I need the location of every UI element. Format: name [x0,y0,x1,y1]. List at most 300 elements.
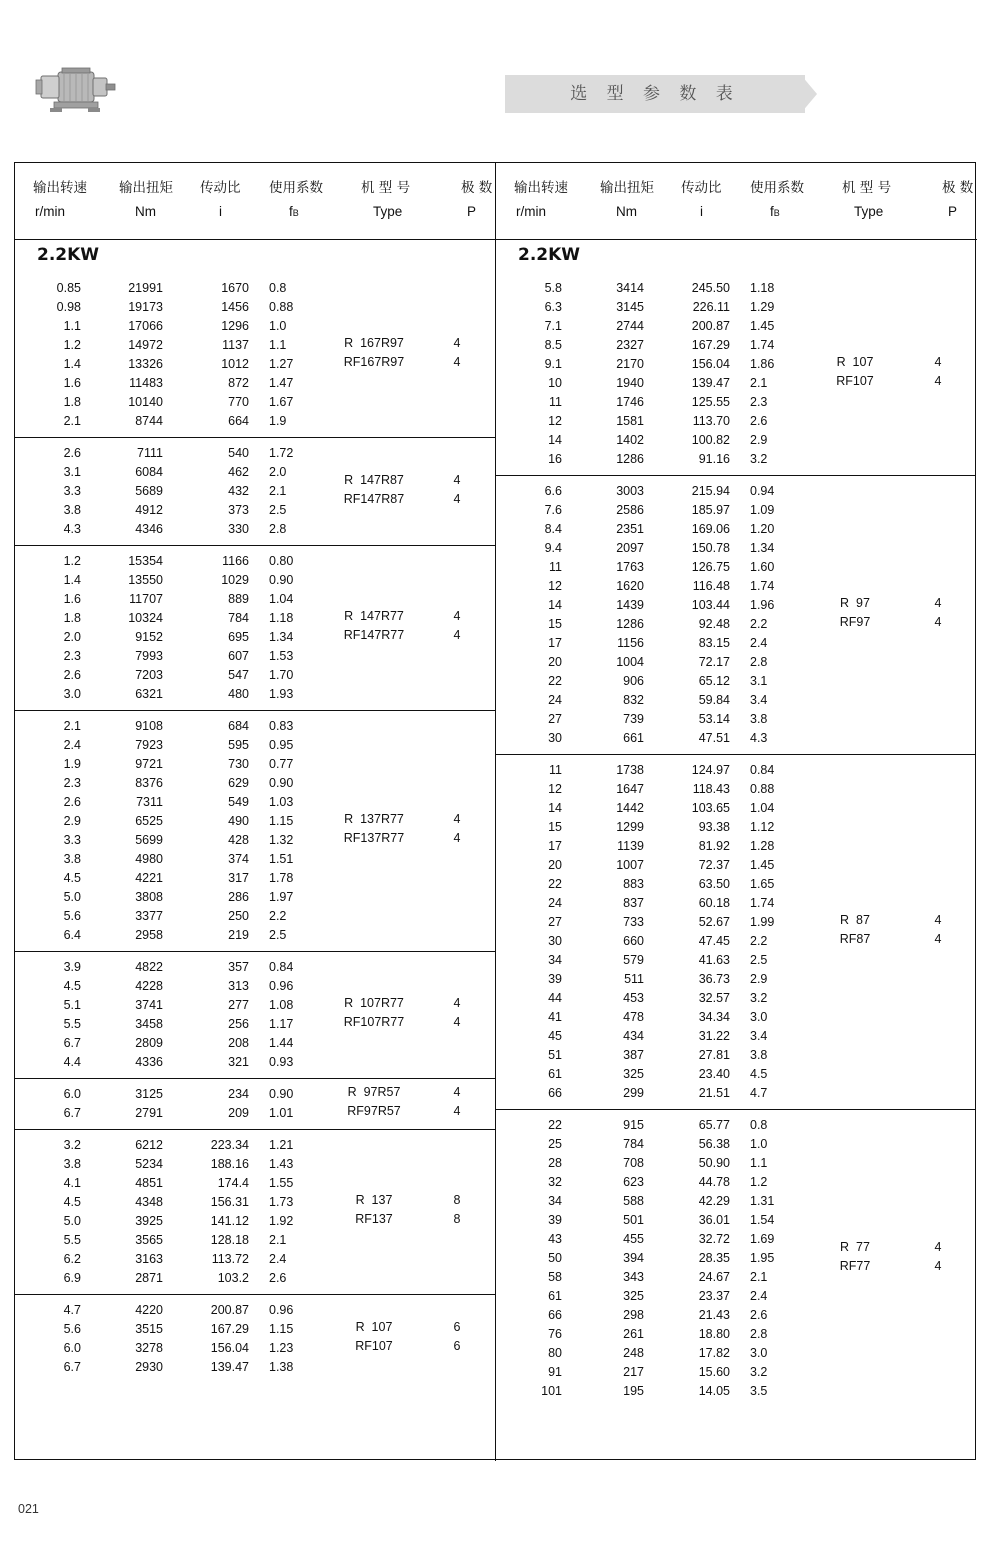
cell-output-torque: 17066 [128,319,163,333]
cell-service-factor: 2.1 [750,376,768,390]
cell-output-speed: 44 [548,991,562,1005]
cell-service-factor: 1.09 [750,503,775,517]
cell-service-factor: 3.0 [750,1010,768,1024]
model-group [15,1079,495,1130]
cell-service-factor: 2.9 [750,972,768,986]
cell-output-torque: 1940 [616,376,644,390]
cell-output-speed: 8.4 [544,522,562,536]
model-group [15,1295,495,1383]
cell-service-factor: 1.44 [269,1036,294,1050]
cell-output-speed: 6.7 [63,1360,81,1374]
cell-output-speed: 51 [548,1048,562,1062]
cell-service-factor: 2.1 [269,484,287,498]
cell-ratio: 1137 [222,338,249,352]
cell-output-speed: 20 [548,858,562,872]
cell-ratio: 664 [228,414,249,428]
model-type-block [796,476,976,754]
cell-output-torque: 1439 [616,598,644,612]
cell-output-speed: 17 [548,839,562,853]
cell-output-torque: 248 [623,1346,644,1360]
cell-ratio: 18.80 [698,1327,730,1341]
cell-service-factor: 2.4 [750,1289,768,1303]
cell-service-factor: 1.38 [269,1360,294,1374]
cell-output-speed: 41 [548,1010,562,1024]
cell-output-speed: 27 [548,915,562,929]
cell-output-torque: 14972 [128,338,163,352]
cell-service-factor: 2.0 [269,465,287,479]
cell-output-torque: 3145 [616,300,644,314]
pole-count: 4 [453,1104,461,1118]
cell-output-torque: 455 [623,1232,644,1246]
cell-output-speed: 6.3 [544,300,562,314]
cell-ratio: 65.77 [698,1118,730,1132]
model-type-block [315,1130,495,1294]
column-title: 传动比 [681,180,722,196]
cell-output-speed: 2.3 [63,649,81,663]
cell-service-factor: 0.95 [269,738,294,752]
cell-ratio: 150.78 [691,541,730,555]
cell-ratio: 1029 [221,573,249,587]
cell-output-speed: 6.0 [63,1341,81,1355]
cell-output-speed: 17 [548,636,562,650]
cell-service-factor: 2.1 [269,1233,287,1247]
cell-output-speed: 25 [548,1137,562,1151]
cell-ratio: 139.47 [691,376,730,390]
column-unit: P [948,204,958,219]
page-header [0,0,990,140]
cell-ratio: 17.82 [698,1346,730,1360]
cell-service-factor: 3.2 [750,991,768,1005]
cell-output-speed: 61 [548,1067,562,1081]
cell-output-speed: 30 [548,731,562,745]
cell-output-torque: 13550 [128,573,163,587]
model-type-block [315,1079,495,1129]
cell-output-speed: 3.0 [63,687,81,701]
pole-count: 8 [453,1212,461,1226]
column-unit: Type [854,204,884,219]
cell-ratio: 1456 [221,300,249,314]
model-type-name: R 107 [836,355,874,369]
cell-ratio: 141.12 [210,1214,249,1228]
cell-ratio: 200.87 [210,1303,249,1317]
cell-service-factor: 1.96 [750,598,775,612]
cell-output-speed: 11 [549,560,562,574]
pole-count: 6 [453,1339,461,1353]
cell-output-torque: 4220 [135,1303,163,1317]
cell-ratio: 65.12 [698,674,730,688]
cell-ratio: 540 [228,446,249,460]
cell-ratio: 226.11 [692,300,730,314]
cell-ratio: 72.17 [698,655,730,669]
model-type-name: R 147R77 [344,609,404,623]
model-type-block [315,711,495,951]
cell-output-torque: 299 [623,1086,644,1100]
cell-service-factor: 1.21 [269,1138,294,1152]
cell-ratio: 730 [228,757,249,771]
cell-output-speed: 58 [548,1270,562,1284]
cell-output-torque: 394 [623,1251,644,1265]
cell-output-speed: 2.0 [63,630,81,644]
column-title: 极 数 [942,180,974,196]
cell-ratio: 321 [228,1055,249,1069]
cell-output-speed: 6.7 [63,1036,81,1050]
cell-service-factor: 1.04 [750,801,775,815]
model-type-name: RF107 [836,374,874,388]
cell-service-factor: 4.3 [750,731,768,745]
cell-output-torque: 298 [623,1308,644,1322]
cell-ratio: 185.97 [691,503,730,517]
cell-ratio: 24.67 [698,1270,730,1284]
cell-output-speed: 15 [548,617,562,631]
cell-output-speed: 3.1 [63,465,81,479]
cell-output-torque: 511 [624,972,644,986]
cell-output-speed: 2.9 [63,814,81,828]
cell-output-speed: 3.8 [63,852,81,866]
cell-output-torque: 3741 [135,998,163,1012]
cell-output-torque: 1139 [617,839,644,853]
model-group [15,273,495,438]
model-type-name: R 167R97 [344,336,404,350]
cell-output-speed: 12 [548,579,562,593]
model-type-name: R 97 [840,596,870,610]
model-type-name: RF97R57 [347,1104,401,1118]
cell-output-torque: 3808 [135,890,163,904]
cell-service-factor: 2.2 [750,617,768,631]
cell-output-torque: 1620 [616,579,644,593]
cell-service-factor: 2.5 [269,928,287,942]
cell-output-torque: 733 [623,915,644,929]
cell-output-torque: 7923 [135,738,163,752]
cell-ratio: 81.92 [698,839,730,853]
cell-output-speed: 28 [548,1156,562,1170]
cell-output-speed: 5.0 [63,890,81,904]
cell-output-speed: 2.1 [63,719,81,733]
cell-service-factor: 2.4 [750,636,768,650]
cell-service-factor: 0.90 [269,776,294,790]
cell-ratio: 313 [228,979,249,993]
cell-ratio: 128.18 [210,1233,249,1247]
cell-service-factor: 0.96 [269,979,294,993]
cell-output-speed: 101 [541,1384,562,1398]
cell-service-factor: 1.34 [750,541,775,555]
pole-count: 4 [453,996,461,1010]
model-type-name: R 107R77 [344,996,404,1010]
pole-count: 4 [934,596,942,610]
cell-output-speed: 22 [548,877,562,891]
cell-output-torque: 217 [623,1365,644,1379]
cell-output-torque: 906 [623,674,644,688]
cell-output-torque: 8744 [135,414,163,428]
cell-ratio: 695 [228,630,249,644]
cell-ratio: 44.78 [698,1175,730,1189]
cell-output-torque: 7111 [137,446,163,460]
pole-count: 4 [934,932,942,946]
cell-ratio: 93.38 [698,820,730,834]
cell-output-speed: 4.5 [63,1195,81,1209]
cell-ratio: 103.65 [691,801,730,815]
cell-output-speed: 6.2 [63,1252,81,1266]
pole-count: 4 [453,1085,461,1099]
cell-output-speed: 4.5 [63,979,81,993]
pole-count: 4 [453,1015,461,1029]
cell-output-speed: 3.3 [63,833,81,847]
model-type-block [796,755,976,1109]
cell-ratio: 60.18 [698,896,730,910]
cell-ratio: 156.31 [210,1195,249,1209]
cell-output-torque: 2744 [616,319,644,333]
cell-output-torque: 453 [623,991,644,1005]
cell-ratio: 490 [228,814,249,828]
cell-output-torque: 15354 [128,554,163,568]
pole-count: 4 [453,812,461,826]
cell-ratio: 169.06 [691,522,730,536]
cell-output-torque: 4346 [135,522,163,536]
cell-ratio: 174.4 [217,1176,249,1190]
column-unit: P [467,204,477,219]
cell-service-factor: 1.18 [750,281,775,295]
cell-service-factor: 0.8 [269,281,287,295]
cell-service-factor: 1.18 [269,611,294,625]
cell-ratio: 462 [228,465,249,479]
column-unit: Type [373,204,403,219]
cell-ratio: 784 [228,611,249,625]
cell-ratio: 31.22 [698,1029,730,1043]
cell-service-factor: 2.4 [269,1252,287,1266]
column-unit: r/min [35,204,65,219]
cell-ratio: 872 [228,376,249,390]
cell-service-factor: 0.84 [750,763,775,777]
cell-output-speed: 5.1 [63,998,81,1012]
cell-ratio: 250 [228,909,249,923]
cell-output-speed: 6.4 [63,928,81,942]
table-column-left [15,163,495,1461]
cell-service-factor: 2.5 [269,503,287,517]
column-unit: r/min [516,204,546,219]
cell-service-factor: 3.2 [750,452,768,466]
cell-output-speed: 6.7 [63,1106,81,1120]
cell-output-speed: 3.3 [63,484,81,498]
cell-output-torque: 1746 [616,395,644,409]
cell-output-torque: 739 [623,712,644,726]
pole-count: 4 [934,615,942,629]
cell-ratio: 53.14 [698,712,730,726]
cell-service-factor: 1.51 [269,852,294,866]
power-rating-row [15,239,495,273]
cell-output-torque: 4851 [135,1176,163,1190]
cell-ratio: 219 [228,928,249,942]
cell-ratio: 15.60 [698,1365,730,1379]
cell-output-torque: 3565 [135,1233,163,1247]
cell-service-factor: 1.92 [269,1214,294,1228]
cell-output-speed: 2.3 [63,776,81,790]
cell-output-speed: 5.6 [63,1322,81,1336]
column-unit: i [700,204,703,219]
cell-output-torque: 7311 [136,795,163,809]
cell-service-factor: 1.45 [750,858,775,872]
cell-output-speed: 22 [548,1118,562,1132]
cell-ratio: 277 [228,998,249,1012]
cell-output-torque: 2958 [135,928,163,942]
cell-service-factor: 0.8 [750,1118,768,1132]
gear-motor-illustration-icon [28,58,120,120]
cell-output-torque: 325 [623,1289,644,1303]
cell-output-torque: 5234 [135,1157,163,1171]
cell-ratio: 629 [228,776,249,790]
column-title: 输出转速 [33,180,87,196]
cell-output-speed: 3.9 [63,960,81,974]
column-title: 输出扭矩 [119,180,173,196]
cell-output-torque: 478 [623,1010,644,1024]
cell-service-factor: 1.23 [269,1341,294,1355]
cell-ratio: 21.51 [698,1086,730,1100]
cell-service-factor: 1.20 [750,522,775,536]
selection-parameter-table [14,162,976,1460]
cell-output-speed: 6.0 [63,1087,81,1101]
cell-output-speed: 2.4 [63,738,81,752]
cell-ratio: 42.29 [698,1194,730,1208]
model-type-name: RF87 [839,932,871,946]
cell-output-speed: 0.98 [56,300,81,314]
cell-service-factor: 3.0 [750,1346,768,1360]
cell-ratio: 208 [228,1036,249,1050]
cell-output-torque: 11483 [129,376,163,390]
cell-service-factor: 1.54 [750,1213,775,1227]
cell-service-factor: 1.93 [269,687,294,701]
cell-output-speed: 3.2 [63,1138,81,1152]
cell-output-torque: 7203 [135,668,163,682]
cell-service-factor: 0.77 [269,757,294,771]
cell-output-speed: 4.1 [63,1176,81,1190]
cell-ratio: 256 [228,1017,249,1031]
model-group [496,273,976,476]
model-group [496,476,976,755]
cell-service-factor: 1.55 [269,1176,294,1190]
power-rating-label: 2.2KW [37,245,100,265]
cell-output-speed: 2.6 [63,668,81,682]
cell-ratio: 234 [228,1087,249,1101]
cell-service-factor: 1.9 [269,414,287,428]
model-type-name: R 147R87 [344,472,404,487]
cell-output-speed: 10 [548,376,562,390]
cell-output-torque: 9108 [135,719,163,733]
cell-output-torque: 6084 [135,465,163,479]
cell-output-torque: 4822 [135,960,163,974]
pole-count: 4 [453,491,461,506]
model-group [15,952,495,1079]
cell-service-factor: 1.17 [269,1017,294,1031]
model-group [496,755,976,1110]
cell-ratio: 480 [228,687,249,701]
cell-output-speed: 12 [548,414,562,428]
cell-output-torque: 1581 [616,414,644,428]
cell-ratio: 245.50 [691,281,730,295]
cell-output-speed: 34 [548,953,562,967]
cell-output-speed: 1.4 [63,357,81,371]
cell-output-torque: 5699 [135,833,163,847]
cell-ratio: 607 [228,649,249,663]
cell-output-torque: 9152 [135,630,163,644]
column-title: 输出扭矩 [600,180,654,196]
pole-count: 4 [453,831,461,845]
cell-output-speed: 0.85 [56,281,81,295]
cell-service-factor: 0.88 [750,782,775,796]
cell-output-speed: 14 [548,801,562,815]
cell-output-torque: 3377 [135,909,163,923]
cell-output-speed: 4.3 [63,522,81,536]
model-type-name: R 137R77 [344,812,404,826]
pole-count: 8 [453,1193,461,1207]
pole-count: 4 [934,913,942,927]
cell-output-speed: 2.6 [63,446,81,460]
cell-service-factor: 3.5 [750,1384,768,1398]
cell-service-factor: 1.34 [269,630,294,644]
cell-output-torque: 1738 [616,763,644,777]
cell-output-torque: 1402 [616,433,644,447]
cell-output-torque: 1156 [617,636,644,650]
cell-output-speed: 6.6 [544,484,562,498]
cell-ratio: 83.15 [698,636,730,650]
cell-service-factor: 1.45 [750,319,775,333]
cell-output-speed: 2.6 [63,795,81,809]
cell-service-factor: 4.5 [750,1067,768,1081]
model-type-name: RF147R77 [343,628,405,642]
model-group [15,1130,495,1295]
model-type-name: R 97R57 [347,1085,401,1099]
cell-output-speed: 45 [548,1029,562,1043]
pole-count: 6 [453,1320,461,1334]
cell-output-torque: 3458 [135,1017,163,1031]
cell-output-speed: 9.4 [544,541,562,555]
cell-output-speed: 61 [548,1289,562,1303]
model-type-name: RF137R77 [343,831,405,845]
column-title: 机 型 号 [842,180,892,196]
cell-output-torque: 1286 [616,617,644,631]
cell-output-speed: 2.1 [63,414,81,428]
cell-service-factor: 1.72 [269,446,294,460]
cell-ratio: 126.75 [691,560,730,574]
cell-service-factor: 2.6 [269,1271,287,1285]
cell-service-factor: 2.8 [750,655,768,669]
cell-ratio: 156.04 [210,1341,249,1355]
cell-output-torque: 343 [623,1270,644,1284]
cell-ratio: 63.50 [698,877,730,891]
cell-service-factor: 1.53 [269,649,294,663]
cell-service-factor: 1.74 [750,579,775,593]
cell-output-torque: 837 [623,896,644,910]
cell-output-speed: 24 [548,693,562,707]
pole-count: 4 [934,1258,942,1273]
cell-output-torque: 387 [623,1048,644,1062]
cell-output-torque: 661 [623,731,644,745]
column-title: 机 型 号 [361,180,411,196]
cell-service-factor: 1.65 [750,877,775,891]
cell-output-torque: 4980 [135,852,163,866]
model-type-block [315,273,495,437]
cell-output-speed: 1.4 [63,573,81,587]
cell-output-torque: 4348 [135,1195,163,1209]
cell-service-factor: 1.28 [750,839,775,853]
cell-output-torque: 3003 [616,484,644,498]
cell-service-factor: 1.69 [750,1232,775,1246]
cell-service-factor: 0.96 [269,1303,294,1317]
cell-output-speed: 34 [548,1194,562,1208]
model-type-name: RF107R77 [343,1015,405,1029]
cell-output-torque: 708 [623,1156,644,1170]
cell-ratio: 432 [228,484,249,498]
cell-ratio: 684 [228,719,249,733]
cell-ratio: 1670 [221,281,249,295]
cell-ratio: 200.87 [691,319,730,333]
